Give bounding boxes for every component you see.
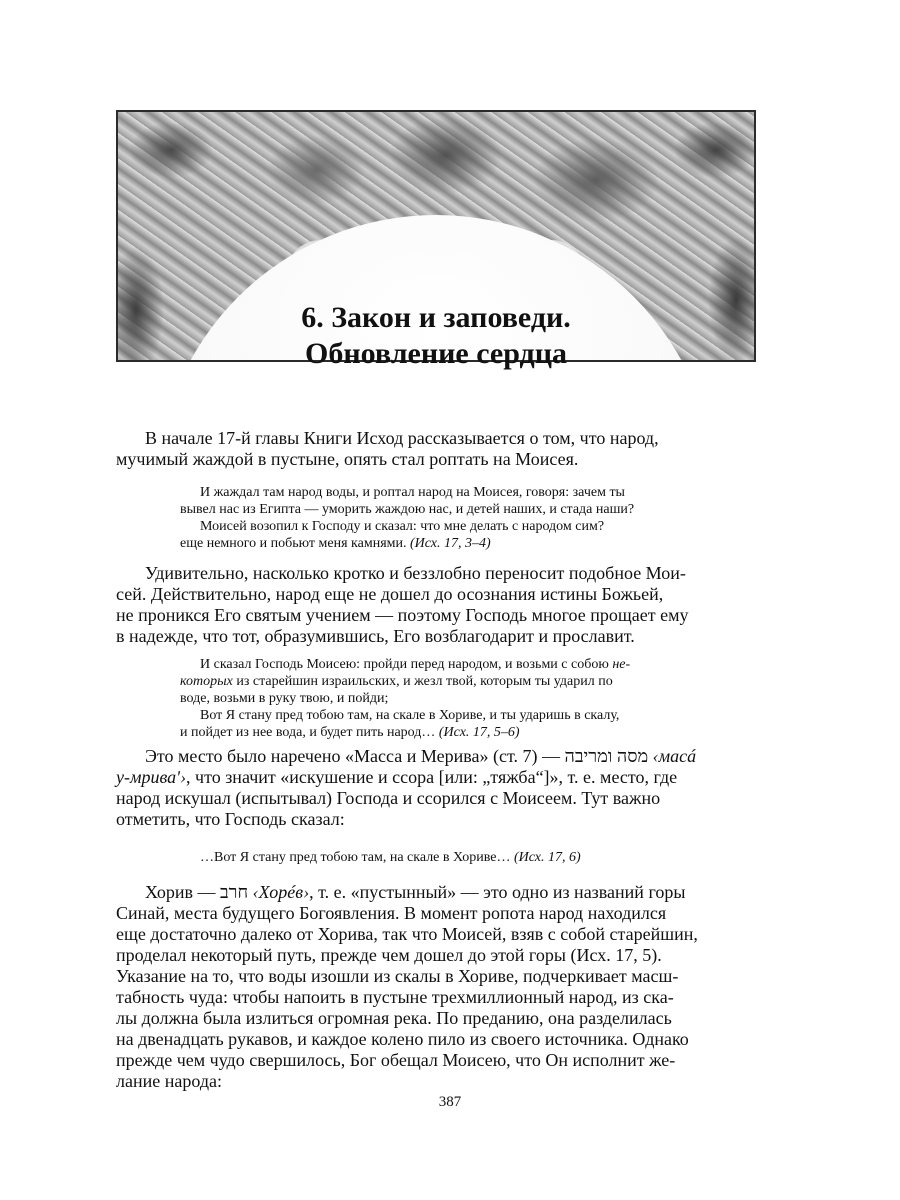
chapter-title-line-1: 6. Закон и заповеди. xyxy=(301,301,571,334)
scripture-quote-1 xyxy=(180,484,708,552)
page-number: 387 xyxy=(438,1094,462,1110)
text-segment: Это место было наречено «Масса и Мерива» (ст. 7) — מסה ומריבה xyxy=(145,746,653,766)
paragraph-1 xyxy=(116,428,757,470)
quote-text: из старейшин израильских, и жезл твой, которым ты ударил по xyxy=(232,674,613,689)
text-line: на двенадцать рукавов, и каждое колено пило из своего источника. Однако xyxy=(116,1029,689,1049)
quote-text: И сказал Господь Моисею: пройди перед народом, и возьми с собою xyxy=(200,657,613,672)
text-line: не проникся Его святым учением — поэтому Господь многое прощает ему xyxy=(116,605,689,625)
quote-line xyxy=(180,849,708,866)
chapter-title xyxy=(116,300,756,372)
quote-text: еще немного и побьют меня камнями. xyxy=(180,536,407,551)
text-line: в надежде, что тот, образумившись, Его возблагодарит и прославит. xyxy=(116,626,635,646)
text-line: сей. Действительно, народ еще не дошел до осознания истины Божьей, xyxy=(116,584,664,604)
text-line: В начале 17-й главы Книги Исход рассказывается о том, что народ, xyxy=(145,428,659,448)
quote-line xyxy=(180,656,708,673)
paragraph-3 xyxy=(116,746,757,830)
paragraph-4 xyxy=(116,882,757,1092)
text-segment: Хорив — חרב xyxy=(145,882,253,902)
text-line xyxy=(116,767,757,788)
quote-italic-text: не- xyxy=(612,657,631,672)
quote-line xyxy=(180,673,708,690)
text-segment: , что значит «искушение и ссора [или: „тяжба“]», т. е. место, где xyxy=(186,767,678,787)
quote-line xyxy=(180,535,708,552)
paragraph-2 xyxy=(116,563,757,647)
text-line: табность чуда: чтобы напоить в пустыне трехмиллионный народ, из ска- xyxy=(116,987,674,1007)
chapter-title-line-2: Обновление сердца xyxy=(305,337,567,370)
text-line: мучимый жаждой в пустыне, опять стал роптать на Моисея. xyxy=(116,449,579,469)
text-line: лание народа: xyxy=(116,1071,222,1091)
transliteration: ‹масá xyxy=(652,746,697,766)
text-line xyxy=(116,746,757,767)
text-segment: , т. е. «пустынный» — это одно из названий горы xyxy=(309,882,686,902)
text-line: еще достаточно далеко от Хорива, так что Моисей, взяв с собой старейшин, xyxy=(116,924,698,944)
text-line: Удивительно, насколько кротко и беззлобно переносит подобное Мои- xyxy=(145,563,686,583)
quote-line: И жаждал там народ воды, и роптал народ на Моисея, говоря: зачем ты xyxy=(200,485,625,500)
text-line: отметить, что Господь сказал: xyxy=(116,809,345,829)
quote-line xyxy=(180,724,708,741)
text-line: Синай, места будущего Богоявления. В момент ропота народ находился xyxy=(116,903,667,923)
quote-line: вывел нас из Египта — уморить жаждою нас, и детей наших, и стада наши? xyxy=(180,502,635,517)
text-line: народ искушал (испытывал) Господа и ссорился с Моисеем. Тут важно xyxy=(116,788,661,808)
scripture-reference: (Исх. 17, 3–4) xyxy=(410,536,491,551)
text-line xyxy=(116,882,757,903)
text-line: проделал некоторый путь, прежде чем дошел до этой горы (Исх. 17, 5). xyxy=(116,945,662,965)
text-line: прежде чем чудо свершилось, Бог обещал Моисею, что Он исполнит же- xyxy=(116,1050,676,1070)
scripture-quote-3 xyxy=(180,849,708,866)
scripture-reference: (Исх. 17, 6) xyxy=(513,850,581,865)
quote-italic-text: которых xyxy=(180,674,233,689)
scripture-reference: (Исх. 17, 5–6) xyxy=(438,725,520,740)
scripture-quote-2 xyxy=(180,656,708,741)
transliteration: ‹Хорéв› xyxy=(252,882,310,902)
quote-line: воде, возьми в руку твою, и пойди; xyxy=(180,691,389,706)
quote-line: Моисей возопил к Господу и сказал: что мне делать с народом сим? xyxy=(200,519,605,534)
quote-text: …Вот Я стану пред тобою там, на скале в Хориве… xyxy=(200,850,511,865)
quote-line: Вот Я стану пред тобою там, на скале в Хориве, и ты ударишь в скалу, xyxy=(200,708,620,723)
quote-text: и пойдет из нее вода, и будет пить народ… xyxy=(180,725,436,740)
transliteration: у-мриваʹ› xyxy=(116,767,187,787)
text-line: Указание на то, что воды изошли из скалы в Хориве, подчеркивает масш- xyxy=(116,966,679,986)
text-line: лы должна была излиться огромная река. По преданию, она разделилась xyxy=(116,1008,672,1028)
